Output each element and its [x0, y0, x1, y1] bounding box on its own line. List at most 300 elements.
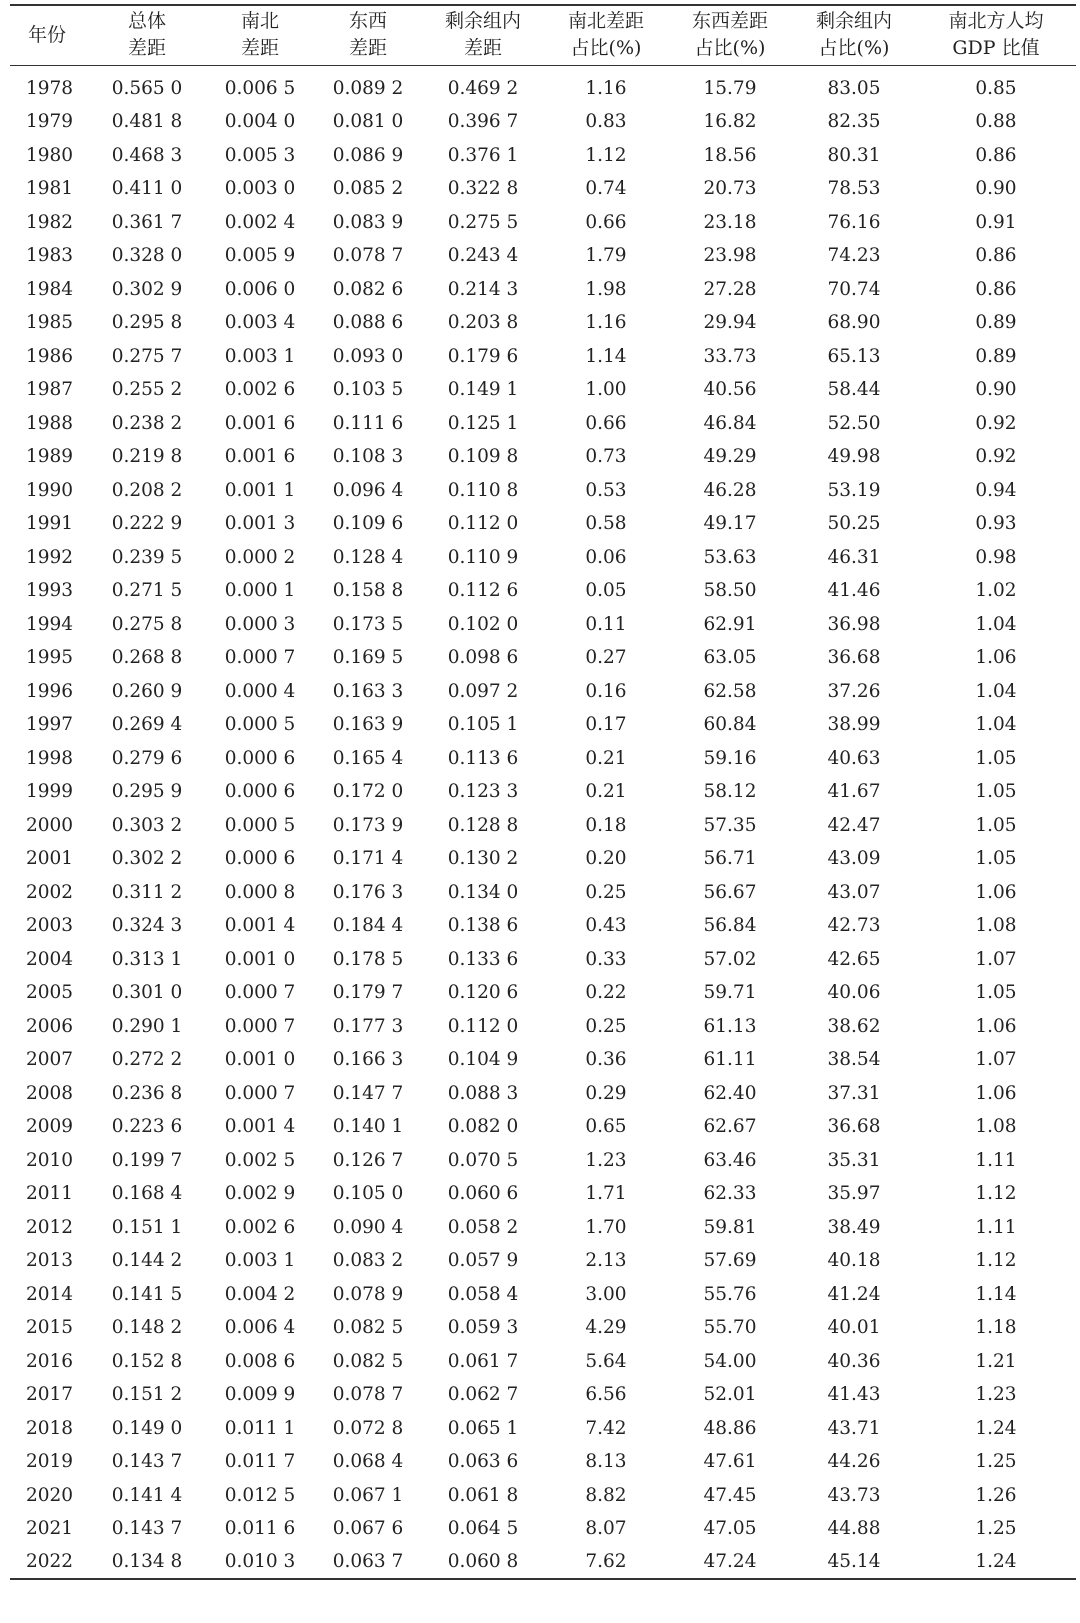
- north-south-gap-cell: 0.009 9: [224, 1384, 296, 1406]
- total-gap-cell: 0.260 9: [111, 680, 183, 702]
- residual-share-cell: 38.99: [827, 714, 881, 736]
- east-west-gap-cell: 0.147 7: [332, 1082, 404, 1104]
- east-west-gap-cell: 0.096 4: [332, 479, 404, 501]
- residual-gap-cell: 0.110 8: [447, 479, 519, 501]
- total-gap-cell: 0.328 0: [111, 245, 183, 267]
- total-gap-cell: 0.143 7: [111, 1451, 183, 1473]
- total-gap-cell: 0.301 0: [111, 982, 183, 1004]
- year-cell: 1984: [26, 278, 74, 300]
- east-west-share-cell: 62.58: [703, 680, 757, 702]
- east-west-share-cell: 62.33: [703, 1183, 757, 1205]
- east-west-share-cell: 49.17: [703, 513, 757, 535]
- east-west-gap-cell: 0.163 3: [332, 680, 404, 702]
- total-gap-cell: 0.255 2: [111, 379, 183, 401]
- total-gap-cell: 0.303 2: [111, 814, 183, 836]
- header-label: 总体: [127, 10, 166, 33]
- total-gap-cell: 0.152 8: [111, 1350, 183, 1372]
- year-cell: 1989: [26, 446, 74, 468]
- residual-share-cell: 78.53: [827, 178, 881, 200]
- header-north-south-share: [544, 5, 668, 65]
- residual-share-cell: 38.54: [827, 1049, 881, 1071]
- gdp-ratio-cell: 0.91: [975, 211, 1017, 233]
- east-west-share-cell: 48.86: [703, 1417, 757, 1439]
- north-south-share-cell: 1.71: [585, 1183, 627, 1205]
- year-cell: 2017: [26, 1384, 74, 1406]
- north-south-gap-cell: 0.000 1: [224, 580, 296, 602]
- gdp-ratio-cell: 1.05: [975, 781, 1017, 803]
- table-row: [10, 407, 1076, 441]
- year-cell: 1983: [26, 245, 74, 267]
- header-label: 占比(%): [818, 37, 890, 60]
- year-cell: 1982: [26, 211, 74, 233]
- east-west-share-cell: 58.50: [703, 580, 757, 602]
- residual-gap-cell: 0.214 3: [447, 278, 519, 300]
- residual-share-cell: 46.31: [827, 546, 881, 568]
- north-south-share-cell: 0.06: [585, 546, 627, 568]
- gdp-ratio-cell: 1.04: [975, 680, 1017, 702]
- residual-gap-cell: 0.104 9: [447, 1049, 519, 1071]
- residual-gap-cell: 0.134 0: [447, 881, 519, 903]
- table-row: [10, 1278, 1076, 1312]
- east-west-share-cell: 46.28: [703, 479, 757, 501]
- total-gap-cell: 0.148 2: [111, 1317, 183, 1339]
- year-cell: 2006: [26, 1015, 74, 1037]
- north-south-share-cell: 0.22: [585, 982, 627, 1004]
- gdp-ratio-cell: 0.92: [975, 446, 1017, 468]
- north-south-gap-cell: 0.001 0: [224, 1049, 296, 1071]
- table-row: [10, 206, 1076, 240]
- total-gap-cell: 0.324 3: [111, 915, 183, 937]
- header-label: 差距: [348, 37, 387, 60]
- residual-share-cell: 76.16: [827, 211, 881, 233]
- year-cell: 2015: [26, 1317, 74, 1339]
- east-west-gap-cell: 0.072 8: [332, 1417, 404, 1439]
- table-row: [10, 641, 1076, 675]
- east-west-gap-cell: 0.083 9: [332, 211, 404, 233]
- east-west-gap-cell: 0.078 7: [332, 245, 404, 267]
- total-gap-cell: 0.361 7: [111, 211, 183, 233]
- gdp-ratio-cell: 0.90: [975, 379, 1017, 401]
- north-south-gap-cell: 0.003 1: [224, 1250, 296, 1272]
- north-south-gap-cell: 0.000 3: [224, 613, 296, 635]
- table-row: [10, 306, 1076, 340]
- header-label: 占比(%): [694, 37, 766, 60]
- total-gap-cell: 0.134 8: [111, 1551, 183, 1573]
- header-label: 占比(%): [570, 37, 642, 60]
- total-gap-cell: 0.411 0: [111, 178, 183, 200]
- east-west-gap-cell: 0.082 5: [332, 1350, 404, 1372]
- east-west-share-cell: 57.35: [703, 814, 757, 836]
- east-west-gap-cell: 0.085 2: [332, 178, 404, 200]
- residual-share-cell: 41.24: [827, 1283, 881, 1305]
- residual-gap-cell: 0.059 3: [447, 1317, 519, 1339]
- header-row: [10, 5, 1076, 65]
- east-west-share-cell: 55.70: [703, 1317, 757, 1339]
- residual-share-cell: 83.05: [827, 77, 881, 99]
- north-south-gap-cell: 0.006 4: [224, 1317, 296, 1339]
- north-south-share-cell: 2.13: [585, 1250, 627, 1272]
- year-cell: 2014: [26, 1283, 74, 1305]
- north-south-share-cell: 6.56: [585, 1384, 627, 1406]
- residual-gap-cell: 0.097 2: [447, 680, 519, 702]
- header-year: [10, 5, 88, 65]
- gdp-ratio-cell: 1.25: [975, 1518, 1017, 1540]
- gdp-ratio-cell: 1.14: [975, 1283, 1017, 1305]
- north-south-share-cell: 0.29: [585, 1082, 627, 1104]
- total-gap-cell: 0.268 8: [111, 647, 183, 669]
- total-gap-cell: 0.272 2: [111, 1049, 183, 1071]
- east-west-share-cell: 47.45: [703, 1484, 757, 1506]
- header-label: 剩余组内: [815, 10, 892, 33]
- east-west-share-cell: 63.46: [703, 1149, 757, 1171]
- north-south-share-cell: 1.16: [585, 77, 627, 99]
- table-row: [10, 440, 1076, 474]
- east-west-share-cell: 47.24: [703, 1551, 757, 1573]
- residual-gap-cell: 0.149 1: [447, 379, 519, 401]
- header-residual-within-gap: [422, 5, 544, 65]
- north-south-gap-cell: 0.000 7: [224, 982, 296, 1004]
- east-west-share-cell: 63.05: [703, 647, 757, 669]
- north-south-share-cell: 0.74: [585, 178, 627, 200]
- gdp-ratio-cell: 0.92: [975, 412, 1017, 434]
- residual-share-cell: 42.65: [827, 948, 881, 970]
- table-row: [10, 1144, 1076, 1178]
- east-west-share-cell: 55.76: [703, 1283, 757, 1305]
- gdp-ratio-cell: 1.06: [975, 1015, 1017, 1037]
- residual-share-cell: 41.46: [827, 580, 881, 602]
- table-row: [10, 909, 1076, 943]
- header-label: 年份: [28, 23, 67, 46]
- year-cell: 2011: [26, 1183, 74, 1205]
- residual-share-cell: 36.68: [827, 1116, 881, 1138]
- north-south-share-cell: 0.65: [585, 1116, 627, 1138]
- total-gap-cell: 0.565 0: [111, 77, 183, 99]
- table-row: [10, 1412, 1076, 1446]
- table-row: [10, 876, 1076, 910]
- east-west-gap-cell: 0.078 9: [332, 1283, 404, 1305]
- table-row: [10, 541, 1076, 575]
- total-gap-cell: 0.269 4: [111, 714, 183, 736]
- header-residual-share: [792, 5, 916, 65]
- residual-share-cell: 44.88: [827, 1518, 881, 1540]
- residual-share-cell: 37.31: [827, 1082, 881, 1104]
- north-south-share-cell: 0.11: [585, 613, 627, 635]
- east-west-share-cell: 15.79: [703, 77, 757, 99]
- residual-gap-cell: 0.065 1: [447, 1417, 519, 1439]
- header-total-gap: [88, 5, 206, 65]
- total-gap-cell: 0.222 9: [111, 513, 183, 535]
- total-gap-cell: 0.223 6: [111, 1116, 183, 1138]
- north-south-share-cell: 1.70: [585, 1216, 627, 1238]
- year-cell: 1978: [26, 77, 74, 99]
- north-south-share-cell: 0.27: [585, 647, 627, 669]
- east-west-gap-cell: 0.081 0: [332, 111, 404, 133]
- east-west-share-cell: 33.73: [703, 345, 757, 367]
- residual-gap-cell: 0.376 1: [447, 144, 519, 166]
- residual-gap-cell: 0.105 1: [447, 714, 519, 736]
- east-west-share-cell: 49.29: [703, 446, 757, 468]
- east-west-gap-cell: 0.067 6: [332, 1518, 404, 1540]
- east-west-share-cell: 47.61: [703, 1451, 757, 1473]
- header-label: 差距: [240, 37, 279, 60]
- table-row: [10, 1177, 1076, 1211]
- gdp-ratio-cell: 1.06: [975, 647, 1017, 669]
- east-west-share-cell: 29.94: [703, 312, 757, 334]
- east-west-gap-cell: 0.067 1: [332, 1484, 404, 1506]
- north-south-share-cell: 4.29: [585, 1317, 627, 1339]
- gdp-ratio-cell: 1.05: [975, 747, 1017, 769]
- header-label: 剩余组内: [444, 10, 521, 33]
- table-row: [10, 742, 1076, 776]
- residual-gap-cell: 0.138 6: [447, 915, 519, 937]
- north-south-share-cell: 5.64: [585, 1350, 627, 1372]
- table-row: [10, 507, 1076, 541]
- residual-gap-cell: 0.063 6: [447, 1451, 519, 1473]
- north-south-share-cell: 1.14: [585, 345, 627, 367]
- north-south-share-cell: 7.42: [585, 1417, 627, 1439]
- north-south-gap-cell: 0.003 4: [224, 312, 296, 334]
- gdp-ratio-cell: 0.94: [975, 479, 1017, 501]
- year-cell: 2022: [26, 1551, 74, 1573]
- table-body: [10, 65, 1076, 1579]
- table-row: [10, 1546, 1076, 1580]
- north-south-gap-cell: 0.000 2: [224, 546, 296, 568]
- east-west-gap-cell: 0.082 6: [332, 278, 404, 300]
- total-gap-cell: 0.311 2: [111, 881, 183, 903]
- total-gap-cell: 0.199 7: [111, 1149, 183, 1171]
- table-row: [10, 172, 1076, 206]
- year-cell: 2007: [26, 1049, 74, 1071]
- header-label: 南北差距: [567, 10, 644, 33]
- north-south-share-cell: 1.12: [585, 144, 627, 166]
- residual-share-cell: 36.68: [827, 647, 881, 669]
- north-south-share-cell: 1.23: [585, 1149, 627, 1171]
- table-row: [10, 976, 1076, 1010]
- north-south-gap-cell: 0.000 6: [224, 781, 296, 803]
- east-west-share-cell: 57.02: [703, 948, 757, 970]
- total-gap-cell: 0.295 9: [111, 781, 183, 803]
- residual-share-cell: 38.49: [827, 1216, 881, 1238]
- residual-share-cell: 43.07: [827, 881, 881, 903]
- gdp-ratio-cell: 0.93: [975, 513, 1017, 535]
- total-gap-cell: 0.219 8: [111, 446, 183, 468]
- residual-share-cell: 82.35: [827, 111, 881, 133]
- east-west-share-cell: 52.01: [703, 1384, 757, 1406]
- gdp-ratio-cell: 0.88: [975, 111, 1017, 133]
- gdp-ratio-cell: 0.89: [975, 345, 1017, 367]
- residual-gap-cell: 0.203 8: [447, 312, 519, 334]
- north-south-share-cell: 0.58: [585, 513, 627, 535]
- table-row: [10, 1244, 1076, 1278]
- residual-share-cell: 41.43: [827, 1384, 881, 1406]
- total-gap-cell: 0.238 2: [111, 412, 183, 434]
- residual-share-cell: 43.09: [827, 848, 881, 870]
- gdp-ratio-cell: 1.23: [975, 1384, 1017, 1406]
- north-south-gap-cell: 0.000 7: [224, 1082, 296, 1104]
- header-label: 差距: [127, 37, 166, 60]
- north-south-gap-cell: 0.012 5: [224, 1484, 296, 1506]
- year-cell: 2008: [26, 1082, 74, 1104]
- table-row: [10, 139, 1076, 173]
- gdp-ratio-cell: 1.11: [975, 1149, 1017, 1171]
- east-west-share-cell: 40.56: [703, 379, 757, 401]
- east-west-share-cell: 53.63: [703, 546, 757, 568]
- east-west-gap-cell: 0.177 3: [332, 1015, 404, 1037]
- gdp-ratio-cell: 0.86: [975, 245, 1017, 267]
- residual-gap-cell: 0.061 7: [447, 1350, 519, 1372]
- east-west-gap-cell: 0.173 5: [332, 613, 404, 635]
- east-west-share-cell: 23.98: [703, 245, 757, 267]
- residual-share-cell: 65.13: [827, 345, 881, 367]
- north-south-gap-cell: 0.000 8: [224, 881, 296, 903]
- table-row: [10, 105, 1076, 139]
- residual-share-cell: 40.01: [827, 1317, 881, 1339]
- north-south-share-cell: 0.16: [585, 680, 627, 702]
- year-cell: 1992: [26, 546, 74, 568]
- north-south-gap-cell: 0.004 2: [224, 1283, 296, 1305]
- year-cell: 1996: [26, 680, 74, 702]
- year-cell: 2012: [26, 1216, 74, 1238]
- table-row: [10, 373, 1076, 407]
- east-west-gap-cell: 0.068 4: [332, 1451, 404, 1473]
- east-west-share-cell: 16.82: [703, 111, 757, 133]
- header-label: 南北方人均: [948, 10, 1044, 33]
- north-south-gap-cell: 0.002 6: [224, 379, 296, 401]
- residual-gap-cell: 0.112 0: [447, 1015, 519, 1037]
- north-south-share-cell: 0.21: [585, 747, 627, 769]
- residual-share-cell: 38.62: [827, 1015, 881, 1037]
- year-cell: 1990: [26, 479, 74, 501]
- east-west-share-cell: 60.84: [703, 714, 757, 736]
- header-gdp-ratio: [916, 5, 1076, 65]
- residual-share-cell: 44.26: [827, 1451, 881, 1473]
- east-west-gap-cell: 0.176 3: [332, 881, 404, 903]
- east-west-share-cell: 46.84: [703, 412, 757, 434]
- year-cell: 1987: [26, 379, 74, 401]
- gdp-ratio-cell: 1.04: [975, 613, 1017, 635]
- north-south-gap-cell: 0.002 6: [224, 1216, 296, 1238]
- residual-share-cell: 43.73: [827, 1484, 881, 1506]
- residual-share-cell: 40.18: [827, 1250, 881, 1272]
- residual-gap-cell: 0.133 6: [447, 948, 519, 970]
- total-gap-cell: 0.295 8: [111, 312, 183, 334]
- gdp-ratio-cell: 1.07: [975, 948, 1017, 970]
- residual-gap-cell: 0.130 2: [447, 848, 519, 870]
- residual-gap-cell: 0.058 4: [447, 1283, 519, 1305]
- north-south-gap-cell: 0.008 6: [224, 1350, 296, 1372]
- east-west-share-cell: 59.71: [703, 982, 757, 1004]
- east-west-gap-cell: 0.165 4: [332, 747, 404, 769]
- residual-share-cell: 49.98: [827, 446, 881, 468]
- residual-gap-cell: 0.082 0: [447, 1116, 519, 1138]
- header-label: GDP 比值: [952, 37, 1040, 60]
- north-south-share-cell: 3.00: [585, 1283, 627, 1305]
- total-gap-cell: 0.239 5: [111, 546, 183, 568]
- residual-gap-cell: 0.110 9: [447, 546, 519, 568]
- gdp-ratio-cell: 0.90: [975, 178, 1017, 200]
- east-west-share-cell: 18.56: [703, 144, 757, 166]
- total-gap-cell: 0.302 9: [111, 278, 183, 300]
- year-cell: 1991: [26, 513, 74, 535]
- north-south-gap-cell: 0.000 5: [224, 714, 296, 736]
- east-west-gap-cell: 0.126 7: [332, 1149, 404, 1171]
- north-south-gap-cell: 0.000 7: [224, 647, 296, 669]
- north-south-gap-cell: 0.011 1: [224, 1417, 296, 1439]
- east-west-gap-cell: 0.179 7: [332, 982, 404, 1004]
- table-row: [10, 474, 1076, 508]
- table-row: [10, 1512, 1076, 1546]
- year-cell: 2021: [26, 1518, 74, 1540]
- year-cell: 1985: [26, 312, 74, 334]
- header-east-west-gap: [314, 5, 422, 65]
- east-west-gap-cell: 0.158 8: [332, 580, 404, 602]
- north-south-gap-cell: 0.005 3: [224, 144, 296, 166]
- north-south-gap-cell: 0.001 4: [224, 915, 296, 937]
- east-west-share-cell: 57.69: [703, 1250, 757, 1272]
- residual-share-cell: 68.90: [827, 312, 881, 334]
- north-south-gap-cell: 0.004 0: [224, 111, 296, 133]
- total-gap-cell: 0.481 8: [111, 111, 183, 133]
- east-west-share-cell: 23.18: [703, 211, 757, 233]
- east-west-share-cell: 61.11: [703, 1049, 757, 1071]
- north-south-share-cell: 0.21: [585, 781, 627, 803]
- table-row: [10, 65, 1076, 105]
- east-west-share-cell: 20.73: [703, 178, 757, 200]
- table-row: [10, 340, 1076, 374]
- header-east-west-share: [668, 5, 792, 65]
- table-row: [10, 1010, 1076, 1044]
- north-south-share-cell: 0.20: [585, 848, 627, 870]
- total-gap-cell: 0.151 1: [111, 1216, 183, 1238]
- east-west-share-cell: 62.67: [703, 1116, 757, 1138]
- east-west-gap-cell: 0.093 0: [332, 345, 404, 367]
- table-row: [10, 1345, 1076, 1379]
- table-header: [10, 5, 1076, 65]
- residual-share-cell: 40.06: [827, 982, 881, 1004]
- year-cell: 2000: [26, 814, 74, 836]
- residual-share-cell: 74.23: [827, 245, 881, 267]
- north-south-gap-cell: 0.011 7: [224, 1451, 296, 1473]
- north-south-gap-cell: 0.005 9: [224, 245, 296, 267]
- residual-gap-cell: 0.125 1: [447, 412, 519, 434]
- north-south-share-cell: 1.16: [585, 312, 627, 334]
- residual-gap-cell: 0.112 6: [447, 580, 519, 602]
- gdp-ratio-cell: 0.86: [975, 278, 1017, 300]
- residual-share-cell: 53.19: [827, 479, 881, 501]
- residual-gap-cell: 0.113 6: [447, 747, 519, 769]
- east-west-share-cell: 47.05: [703, 1518, 757, 1540]
- east-west-share-cell: 62.91: [703, 613, 757, 635]
- table-row: [10, 1043, 1076, 1077]
- north-south-share-cell: 0.73: [585, 446, 627, 468]
- gdp-ratio-cell: 1.05: [975, 814, 1017, 836]
- year-cell: 2010: [26, 1149, 74, 1171]
- gdp-ratio-cell: 0.86: [975, 144, 1017, 166]
- north-south-share-cell: 0.25: [585, 1015, 627, 1037]
- gdp-ratio-cell: 0.98: [975, 546, 1017, 568]
- year-cell: 1998: [26, 747, 74, 769]
- table-row: [10, 842, 1076, 876]
- total-gap-cell: 0.149 0: [111, 1417, 183, 1439]
- north-south-gap-cell: 0.001 3: [224, 513, 296, 535]
- residual-gap-cell: 0.064 5: [447, 1518, 519, 1540]
- table-row: [10, 675, 1076, 709]
- east-west-gap-cell: 0.082 5: [332, 1317, 404, 1339]
- east-west-gap-cell: 0.108 3: [332, 446, 404, 468]
- gdp-ratio-cell: 1.24: [975, 1417, 1017, 1439]
- residual-gap-cell: 0.322 8: [447, 178, 519, 200]
- north-south-share-cell: 0.83: [585, 111, 627, 133]
